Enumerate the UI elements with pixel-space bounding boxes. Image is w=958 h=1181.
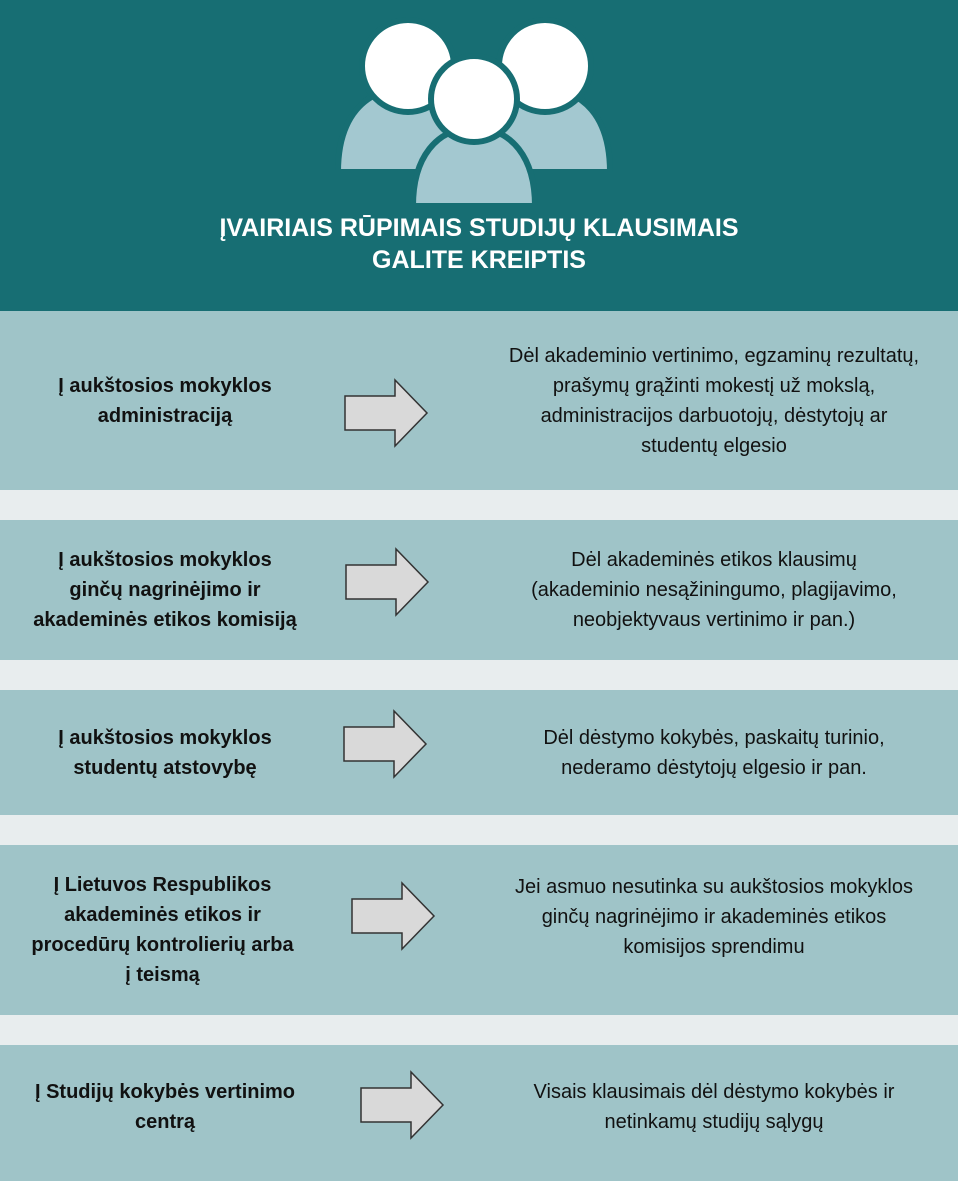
right-arrow-icon: [342, 709, 430, 779]
target-label: Į aukštosios mokyklos studentų atstovybę: [58, 726, 272, 779]
target-label: Į aukštosios mokyklos administraciją: [58, 374, 272, 427]
page-title: [0, 212, 958, 276]
target-label: Į Lietuvos Respublikos akademinės etikos ir procedūrų kontrolierių arba į teismą: [31, 874, 294, 986]
right-arrow-icon: [359, 1070, 447, 1140]
list-item: [0, 311, 958, 490]
target-label: Į Studijų kokybės vertinimo centrą: [34, 1081, 296, 1133]
right-arrow-icon: [344, 547, 432, 617]
topic-label: Dėl dėstymo kokybės, paskaitų turinio, nederamo dėstytojų elgesio ir pan.: [543, 726, 885, 779]
right-arrow-icon: [350, 881, 438, 951]
list-item: [0, 690, 958, 815]
target-label: Į aukštosios mokyklos ginčų nagrinėjimo ir akademinės etikos komisiją: [33, 549, 297, 631]
topic-label: Dėl akademinės etikos klausimų (akademinio nesąžiningumo, plagijavimo, neobjektyvaus vertinimo ir pan.): [531, 549, 897, 631]
topic-label: Jei asmuo nesutinka su aukštosios mokyklos ginčų nagrinėjimo ir akademinės etikos komisijos sprendimu: [515, 876, 913, 958]
list-item: [0, 520, 958, 660]
list-item: [0, 845, 958, 1015]
title-line-2: GALITE KREIPTIS: [372, 246, 586, 274]
title-line-1: ĮVAIRIAIS RŪPIMAIS STUDIJŲ KLAUSIMAIS: [219, 214, 739, 242]
header-banner: [0, 0, 958, 311]
topic-label: Dėl akademinio vertinimo, egzaminų rezultatų, prašymų grąžinti mokestį už mokslą, administracijos darbuotojų, dėstytojų ar studentų elgesio: [508, 344, 920, 457]
list-item: [0, 1045, 958, 1181]
topic-label: Visais klausimais dėl dėstymo kokybės ir netinkamų studijų sąlygų: [533, 1081, 895, 1133]
right-arrow-icon: [343, 378, 431, 448]
